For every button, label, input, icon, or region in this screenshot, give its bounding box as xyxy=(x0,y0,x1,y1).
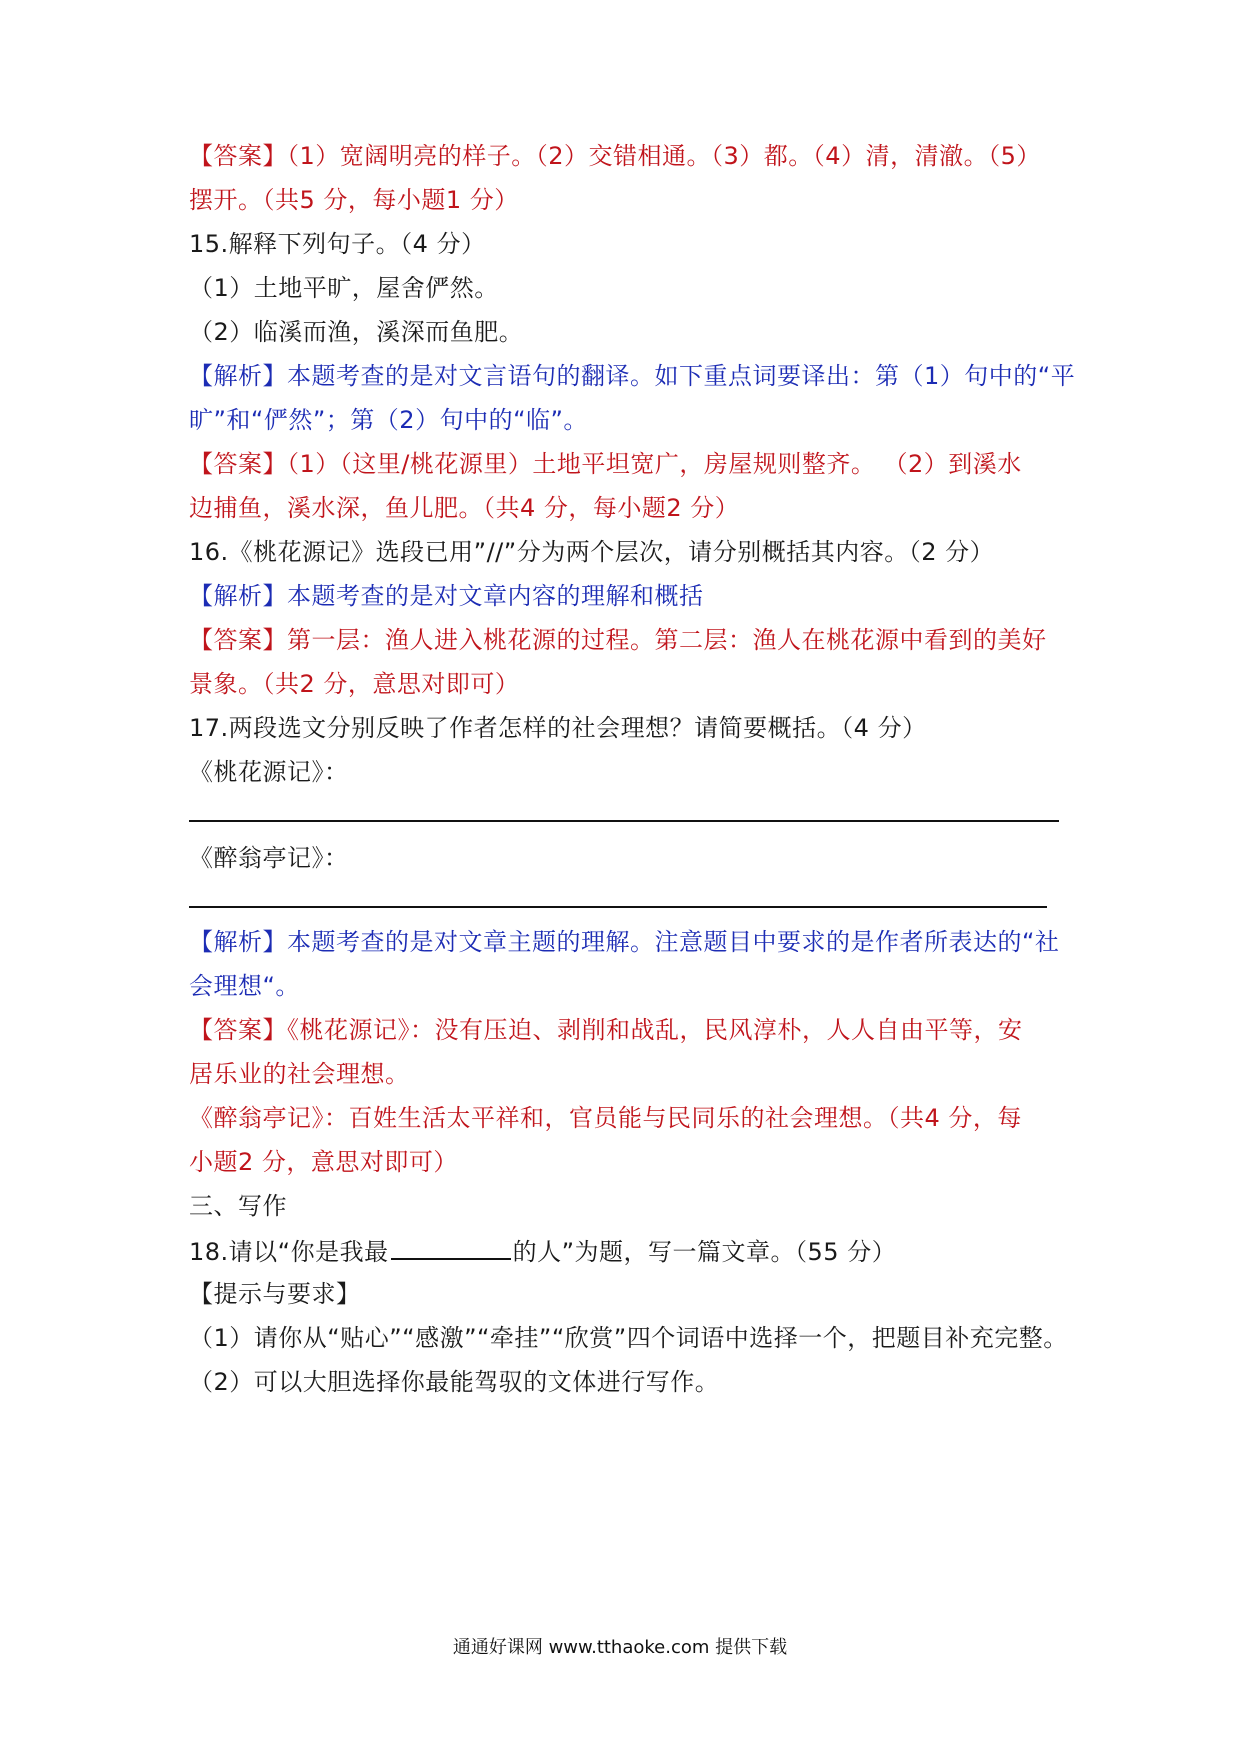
page-footer: 通通好课网 www.tthaoke.com 提供下载 xyxy=(452,1637,788,1658)
q15-answer-line1: 【答案】（1）（这里/桃花源里）土地平坦宽广，房屋规则整齐。 （2）到溪水 xyxy=(189,450,1022,478)
q15-item2: （2）临溪而渔，溪深而鱼肥。 xyxy=(189,318,524,346)
tips-heading: 【提示与要求】 xyxy=(189,1280,361,1308)
q16-title: 16.《桃花源记》选段已用”//”分为两个层次，请分别概括其内容。（2 分） xyxy=(189,538,995,566)
tip-2: （2）可以大胆选择你最能驾驭的文体进行写作。 xyxy=(189,1368,720,1396)
q17-analysis-line2: 会理想“。 xyxy=(189,972,300,1000)
q18-title-prefix: 18.请以“你是我最 xyxy=(189,1238,389,1266)
q17-analysis-line1: 【解析】本题考查的是对文章主题的理解。注意题目中要求的是作者所表达的“社 xyxy=(189,928,1060,956)
q18-fill-blank xyxy=(391,1234,511,1260)
q15-answer-line2: 边捕鱼，溪水深，鱼儿肥。（共4 分，每小题2 分） xyxy=(189,494,740,522)
q17-answer-line2: 居乐业的社会理想。 xyxy=(189,1060,410,1088)
q16-analysis: 【解析】本题考查的是对文章内容的理解和概括 xyxy=(189,582,704,610)
q15-analysis-line2: 旷”和“俨然”；第（2）句中的“临”。 xyxy=(189,406,588,434)
q15-item1: （1）土地平旷，屋舍俨然。 xyxy=(189,274,499,302)
q15-title: 15.解释下列句子。（4 分） xyxy=(189,230,486,258)
q17-title: 17.两段选文分别反映了作者怎样的社会理想？请简要概括。（4 分） xyxy=(189,714,927,742)
q17-prompt-taohuayuan: 《桃花源记》： xyxy=(189,758,349,786)
q17-prompt-zuiwengting: 《醉翁亭记》： xyxy=(189,844,349,872)
section3-heading: 三、写作 xyxy=(189,1192,287,1220)
q15-analysis-line1: 【解析】本题考查的是对文言语句的翻译。如下重点词要译出：第（1）句中的“平 xyxy=(189,362,1076,390)
q18-title xyxy=(189,1234,1059,1268)
q16-answer-line1: 【答案】第一层：渔人进入桃花源的过程。第二层：渔人在桃花源中看到的美好 xyxy=(189,626,1047,654)
q16-answer-line2: 景象。（共2 分，意思对即可） xyxy=(189,670,520,698)
q17-answer-line4: 小题2 分，意思对即可） xyxy=(189,1148,458,1176)
q14-answer-line2: 摆开。（共5 分，每小题1 分） xyxy=(189,186,519,214)
tip-1: （1）请你从“贴心”“感激”“牵挂”“欣赏”四个词语中选择一个，把题目补充完整。 xyxy=(189,1324,1068,1352)
answer-blank-line-1 xyxy=(189,820,1059,822)
q18-title-suffix: 的人”为题，写一篇文章。（55 分） xyxy=(512,1238,897,1266)
answer-blank-line-2 xyxy=(189,906,1047,908)
q17-answer-line3: 《醉翁亭记》：百姓生活太平祥和，官员能与民同乐的社会理想。（共4 分，每 xyxy=(189,1104,1022,1132)
q14-answer-line1: 【答案】（1）宽阔明亮的样子。（2）交错相通。（3）都。（4）清，清澈。（5） xyxy=(189,142,1041,170)
q17-answer-line1: 【答案】《桃花源记》：没有压迫、剥削和战乱，民风淳朴，人人自由平等，安 xyxy=(189,1016,1023,1044)
